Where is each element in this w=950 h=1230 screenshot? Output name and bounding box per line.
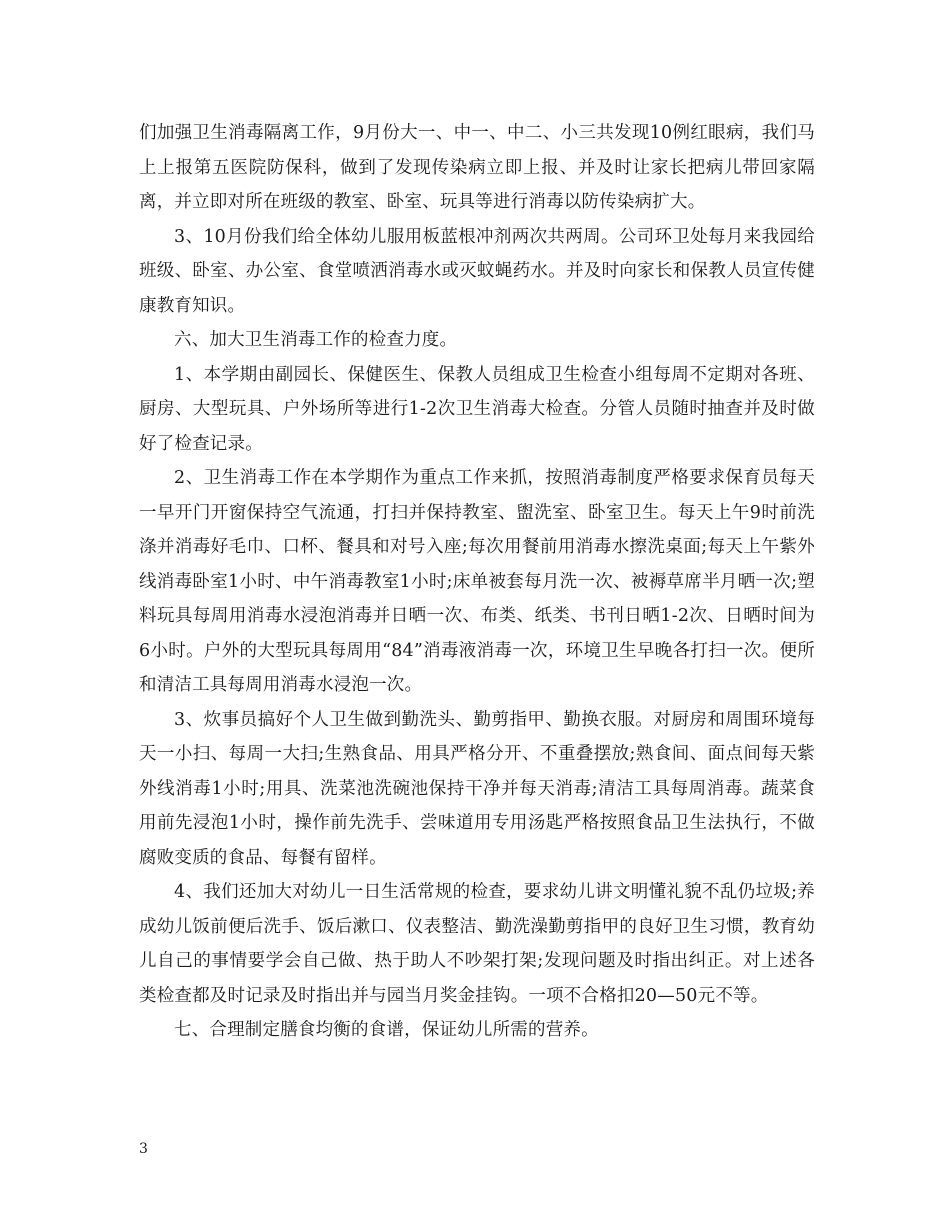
page-number: 3: [139, 1141, 148, 1157]
paragraph-disinfection-routine: 2、卫生消毒工作在本学期作为重点工作来抓，按照消毒制度严格要求保育员每天一早开门开窗保持空气流通，打扫并保持教室、盥洗室、卧室卫生。每天上午9时前洗涤并消毒好毛巾、口杯、餐具和对号入座;每次用餐前用消毒水擦洗桌面;每天上午紫外线消毒卧室1小时、中午消毒教室1小时;床单被套每月洗一次、被褥草席半月晒一次;塑料玩具每周用消毒水浸泡消毒并日晒一次、布类、纸类、书刊日晒1-2次、日晒时间为6小时。户外的大型玩具每周用“84”消毒液消毒一次，环境卫生早晚各打扫一次。便所和清洁工具每周用消毒水浸泡一次。: [139, 468, 815, 695]
section-heading-inspection: 六、加大卫生消毒工作的检查力度。: [174, 330, 458, 350]
section-heading-diet: 七、合理制定膳食均衡的食谱，保证幼儿所需的营养。: [174, 1020, 599, 1040]
paragraph-kitchen-hygiene: 3、炊事员搞好个人卫生做到勤洗头、勤剪指甲、勤换衣服。对厨房和周围环境每天一小扫、每周一大扫;生熟食品、用具严格分开、不重叠摆放;熟食间、面点间每天紫外线消毒1小时;用具、洗菜池洗碗池保持干净并每天消毒;清洁工具每周消毒。蔬菜食用前先浸泡1小时，操作前先洗手、尝味道用专用汤匙严格按照食品卫生法执行，不做腐败变质的食品、每餐有留样。: [139, 709, 815, 868]
document-body: [139, 116, 815, 1048]
paragraph-inspection-team: 1、本学期由副园长、保健医生、保教人员组成卫生检查小组每周不定期对各班、厨房、大型玩具、户外场所等进行1-2次卫生消毒大检查。分管人员随时抽查并及时做好了检查记录。: [139, 364, 815, 454]
paragraph-eye-disease-report: 们加强卫生消毒隔离工作，9月份大一、中一、中二、小三共发现10例红眼病，我们马上上报第五医院防保科，做到了发现传染病立即上报、并及时让家长把病儿带回家隔离，并立即对所在班级的教室、卧室、玩具等进行消毒以防传染病扩大。: [139, 123, 815, 212]
paragraph-daily-routine-check: 4、我们还加大对幼儿一日生活常规的检查，要求幼儿讲文明懂礼貌不乱仍垃圾;养成幼儿饭前便后洗手、饭后漱口、仪表整洁、勤洗澡勤剪指甲的良好卫生习惯，教育幼儿自己的事情要学会自己做、热于助人不吵架打架;发现问题及时指出纠正。对上述各类检查都及时记录及时指出并与园当月奖金挂钩。一项不合格扣20—50元不等。: [139, 882, 815, 1006]
paragraph-october-prevention: 3、10月份我们给全体幼儿服用板蓝根冲剂两次共两周。公司环卫处每月来我园给班级、卧室、办公室、食堂喷洒消毒水或灭蚊蝇药水。并及时向家长和保教人员宣传健康教育知识。: [139, 226, 815, 316]
